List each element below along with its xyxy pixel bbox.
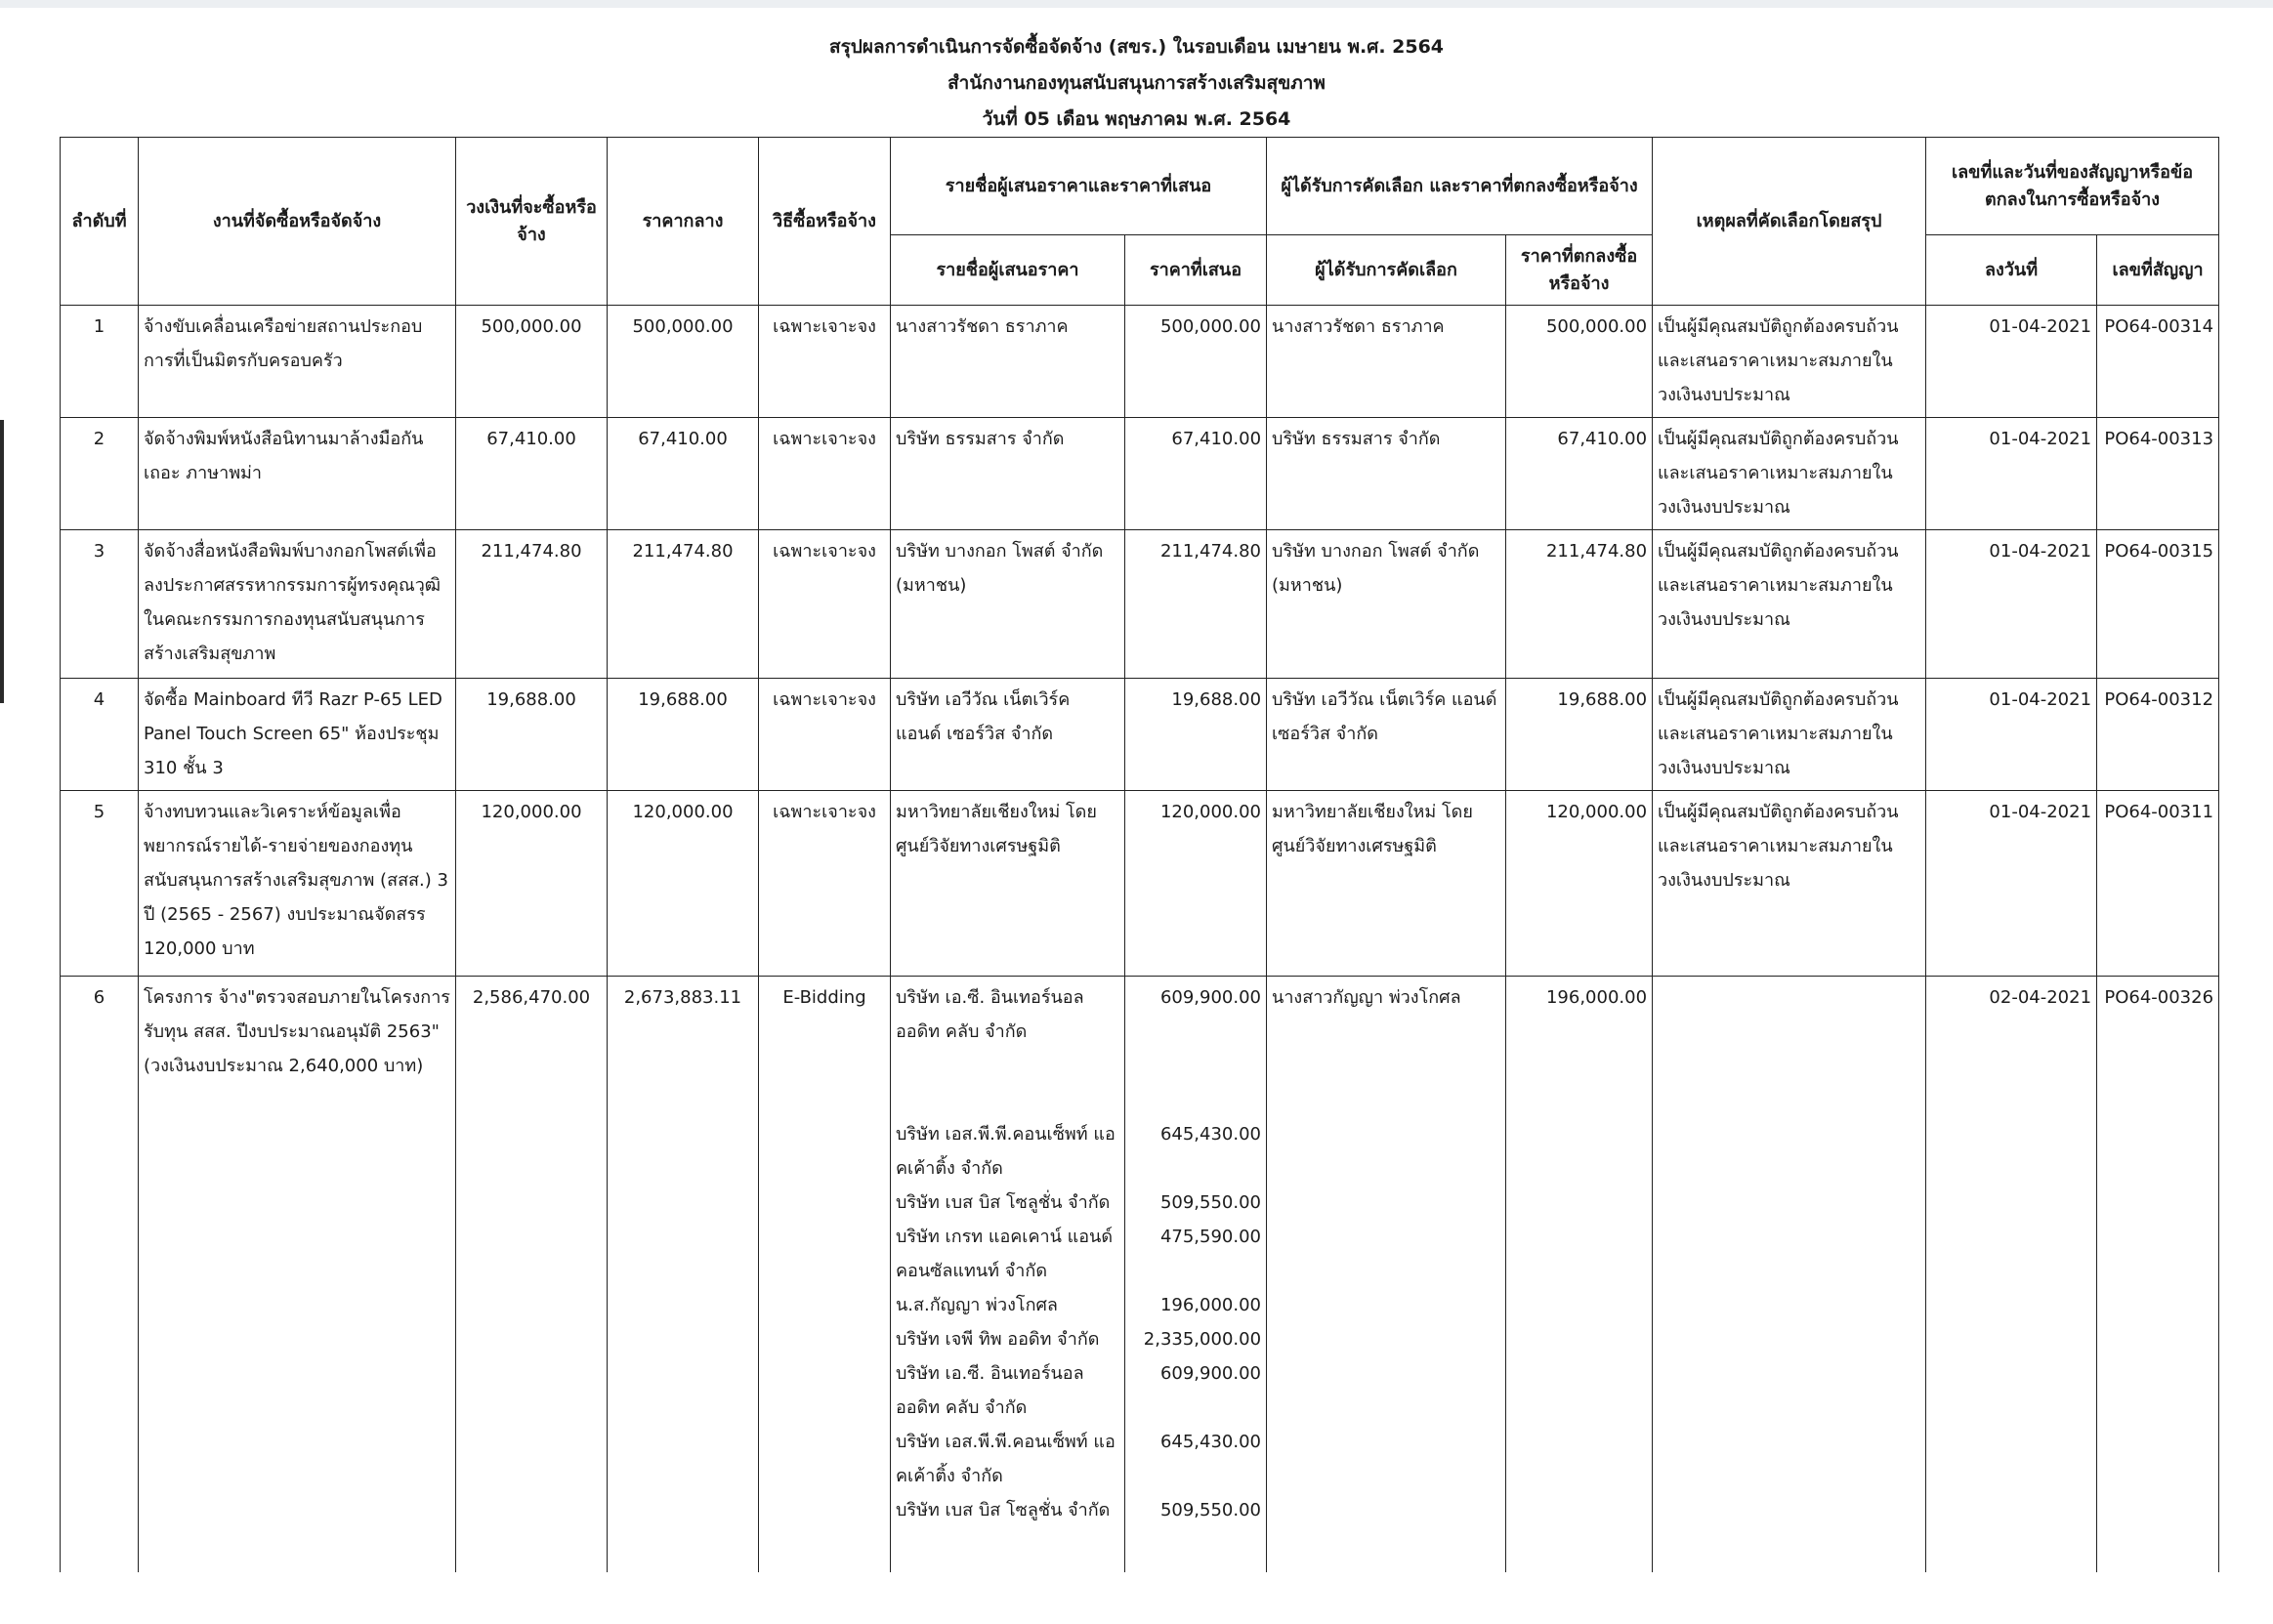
table-row bbox=[61, 977, 2219, 1572]
row-budget: 120,000.00 bbox=[456, 791, 608, 977]
row-agreed: 67,410.00 bbox=[1506, 418, 1653, 530]
row-contract: PO64-00313 bbox=[2097, 418, 2219, 530]
document-header bbox=[0, 29, 2273, 138]
row-bidder-list bbox=[891, 977, 1125, 1572]
row-reason: เป็นผู้มีคุณสมบัติถูกต้องครบถ้วนและเสนอราคาเหมาะสมภายในวงเงินงบประมาณ bbox=[1653, 679, 1926, 791]
row-no: 3 bbox=[61, 530, 139, 679]
table-row bbox=[61, 791, 2219, 977]
bidder-name: บริษัท เกรท แอคเคาน์ แอนด์ คอนซัลแทนท์ จำกัด bbox=[896, 1227, 1114, 1281]
row-median: 2,673,883.11 bbox=[608, 977, 759, 1572]
row-budget: 211,474.80 bbox=[456, 530, 608, 679]
row-winner: บริษัท บางกอก โพสต์ จำกัด (มหาชน) bbox=[1267, 530, 1506, 679]
row-agreed: 196,000.00 bbox=[1506, 977, 1653, 1572]
row-contract: PO64-00312 bbox=[2097, 679, 2219, 791]
row-contract: PO64-00314 bbox=[2097, 306, 2219, 418]
bid-price: 609,900.00 bbox=[1159, 987, 1262, 1008]
table-row bbox=[61, 679, 2219, 791]
row-date: 01-04-2021 bbox=[1926, 306, 2097, 418]
col-header-no: ลำดับที่ bbox=[61, 138, 139, 306]
row-contract: PO64-00326 bbox=[2097, 977, 2219, 1572]
row-method: เฉพาะเจาะจง bbox=[759, 306, 891, 418]
row-date: 01-04-2021 bbox=[1926, 791, 2097, 977]
row-method: เฉพาะเจาะจง bbox=[759, 791, 891, 977]
col-header-bidders-group: รายชื่อผู้เสนอราคาและราคาที่เสนอ bbox=[891, 138, 1267, 235]
bid-price: 645,430.00 bbox=[1159, 1124, 1262, 1145]
bidder-name: บริษัท เอ.ซี. อินเทอร์นอล ออดิท คลับ จำกัด bbox=[896, 1363, 1084, 1418]
row-reason: เป็นผู้มีคุณสมบัติถูกต้องครบถ้วนและเสนอราคาเหมาะสมภายในวงเงินงบประมาณ bbox=[1653, 418, 1926, 530]
bid-price: 2,335,000.00 bbox=[1143, 1329, 1262, 1350]
col-header-agreed-price: ราคาที่ตกลงซื้อหรือจ้าง bbox=[1506, 235, 1653, 306]
row-task: โครงการ จ้าง"ตรวจสอบภายในโครงการรับทุน สสส. ปีงบประมาณอนุมัติ 2563" (วงเงินงบประมาณ 2,640,000 บาท) bbox=[139, 977, 456, 1572]
bidder-name: บริษัท เบส บิส โซลูชั่น จำกัด bbox=[896, 1500, 1111, 1520]
col-header-winner-group: ผู้ได้รับการคัดเลือก และราคาที่ตกลงซื้อหรือจ้าง bbox=[1267, 138, 1653, 235]
row-reason: เป็นผู้มีคุณสมบัติถูกต้องครบถ้วนและเสนอราคาเหมาะสมภายในวงเงินงบประมาณ bbox=[1653, 791, 1926, 977]
table-row bbox=[61, 418, 2219, 530]
row-method: เฉพาะเจาะจง bbox=[759, 679, 891, 791]
row-task: จ้างทบทวนและวิเคราะห์ข้อมูลเพื่อพยากรณ์รายได้-รายจ่ายของกองทุนสนับสนุนการสร้างเสริมสุขภาพ (สสส.) 3 ปี (2565 - 2567) งบประมาณจัดสรร 120,000 บาท bbox=[139, 791, 456, 977]
bidder-name: บริษัท เอส.พี.พี.คอนเซ็พท์ แอคเค้าติ้ง จำกัด bbox=[896, 1432, 1115, 1486]
row-bidder: บริษัท บางกอก โพสต์ จำกัด (มหาชน) bbox=[891, 530, 1125, 679]
row-median: 19,688.00 bbox=[608, 679, 759, 791]
col-header-median: ราคากลาง bbox=[608, 138, 759, 306]
row-reason: เป็นผู้มีคุณสมบัติถูกต้องครบถ้วนและเสนอราคาเหมาะสมภายในวงเงินงบประมาณ bbox=[1653, 306, 1926, 418]
row-task: จ้างขับเคลื่อนเครือข่ายสถานประกอบการที่เป็นมิตรกับครอบครัว bbox=[139, 306, 456, 418]
row-agreed: 211,474.80 bbox=[1506, 530, 1653, 679]
agency-name: สำนักงานกองทุนสนับสนุนการสร้างเสริมสุขภาพ bbox=[947, 72, 1326, 94]
row-winner: บริษัท ธรรมสาร จำกัด bbox=[1267, 418, 1506, 530]
bidder-name: บริษัท เอ.ซี. อินเทอร์นอล ออดิท คลับ จำกัด bbox=[896, 987, 1084, 1042]
row-reason: เป็นผู้มีคุณสมบัติถูกต้องครบถ้วนและเสนอราคาเหมาะสมภายในวงเงินงบประมาณ bbox=[1653, 530, 1926, 679]
col-header-bid-price: ราคาที่เสนอ bbox=[1125, 235, 1267, 306]
bid-price: 475,590.00 bbox=[1159, 1227, 1262, 1247]
row-agreed: 19,688.00 bbox=[1506, 679, 1653, 791]
row-task: จัดจ้างสื่อหนังสือพิมพ์บางกอกโพสต์เพื่อลงประกาศสรรหากรรมการผู้ทรงคุณวุฒิ ในคณะกรรมการกองทุนสนับสนุนการสร้างเสริมสุขภาพ bbox=[139, 530, 456, 679]
bid-price: 509,550.00 bbox=[1159, 1192, 1262, 1213]
row-median: 211,474.80 bbox=[608, 530, 759, 679]
table-row bbox=[61, 306, 2219, 418]
row-budget: 500,000.00 bbox=[456, 306, 608, 418]
row-method: เฉพาะเจาะจง bbox=[759, 418, 891, 530]
row-budget: 2,586,470.00 bbox=[456, 977, 608, 1572]
row-bid: 120,000.00 bbox=[1125, 791, 1267, 977]
scan-edge-top bbox=[0, 0, 2273, 8]
col-header-contract-date: ลงวันที่ bbox=[1926, 235, 2097, 306]
bidder-name: บริษัท เจพี ทิพ ออดิท จำกัด bbox=[896, 1329, 1100, 1350]
row-task: จัดจ้างพิมพ์หนังสือนิทานมาล้างมือกันเถอะ ภาษาพม่า bbox=[139, 418, 456, 530]
col-header-bidder-name: รายชื่อผู้เสนอราคา bbox=[891, 235, 1125, 306]
row-contract: PO64-00311 bbox=[2097, 791, 2219, 977]
bidder-name: บริษัท เอส.พี.พี.คอนเซ็พท์ แอคเค้าติ้ง จำกัด bbox=[896, 1124, 1115, 1179]
row-bid: 67,410.00 bbox=[1125, 418, 1267, 530]
row-median: 67,410.00 bbox=[608, 418, 759, 530]
row-agreed: 120,000.00 bbox=[1506, 791, 1653, 977]
row-date: 02-04-2021 bbox=[1926, 977, 2097, 1572]
row-date: 01-04-2021 bbox=[1926, 679, 2097, 791]
row-bid: 500,000.00 bbox=[1125, 306, 1267, 418]
row-method: เฉพาะเจาะจง bbox=[759, 530, 891, 679]
row-method: E-Bidding bbox=[759, 977, 891, 1572]
row-bid-list bbox=[1125, 977, 1267, 1572]
col-header-contract-no: เลขที่สัญญา bbox=[2097, 235, 2219, 306]
scan-edge-left bbox=[0, 420, 4, 703]
report-date: วันที่ 05 เดือน พฤษภาคม พ.ศ. 2564 bbox=[982, 108, 1291, 130]
row-task: จัดซื้อ Mainboard ทีวี Razr P-65 LED Panel Touch Screen 65" ห้องประชุม 310 ชั้น 3 bbox=[139, 679, 456, 791]
row-winner: มหาวิทยาลัยเชียงใหม่ โดยศูนย์วิจัยทางเศรษฐมิติ bbox=[1267, 791, 1506, 977]
row-date: 01-04-2021 bbox=[1926, 530, 2097, 679]
row-median: 500,000.00 bbox=[608, 306, 759, 418]
row-no: 5 bbox=[61, 791, 139, 977]
bid-price: 609,900.00 bbox=[1159, 1363, 1262, 1384]
col-header-task: งานที่จัดซื้อหรือจัดจ้าง bbox=[139, 138, 456, 306]
bidder-name: บริษัท เบส บิส โซลูชั่น จำกัด bbox=[896, 1192, 1111, 1213]
report-title: สรุปผลการดำเนินการจัดซื้อจัดจ้าง (สขร.) ในรอบเดือน เมษายน พ.ศ. 2564 bbox=[828, 36, 1445, 58]
row-no: 2 bbox=[61, 418, 139, 530]
row-date: 01-04-2021 bbox=[1926, 418, 2097, 530]
row-bidder: บริษัท เอวีวัณ เน็ตเวิร์ค แอนด์ เซอร์วิส จำกัด bbox=[891, 679, 1125, 791]
procurement-table bbox=[60, 137, 2219, 1572]
table-row bbox=[61, 530, 2219, 679]
row-winner: นางสาวรัชดา ธราภาค bbox=[1267, 306, 1506, 418]
row-budget: 19,688.00 bbox=[456, 679, 608, 791]
col-header-winner-name: ผู้ได้รับการคัดเลือก bbox=[1267, 235, 1506, 306]
row-median: 120,000.00 bbox=[608, 791, 759, 977]
row-no: 4 bbox=[61, 679, 139, 791]
col-header-contract-group: เลขที่และวันที่ของสัญญาหรือข้อตกลงในการซื้อหรือจ้าง bbox=[1926, 138, 2219, 235]
row-reason bbox=[1653, 977, 1926, 1572]
row-bidder: บริษัท ธรรมสาร จำกัด bbox=[891, 418, 1125, 530]
row-winner: นางสาวกัญญา พ่วงโกศล bbox=[1267, 977, 1506, 1572]
row-contract: PO64-00315 bbox=[2097, 530, 2219, 679]
row-winner: บริษัท เอวีวัณ เน็ตเวิร์ค แอนด์ เซอร์วิส จำกัด bbox=[1267, 679, 1506, 791]
row-bid: 19,688.00 bbox=[1125, 679, 1267, 791]
bid-price: 509,550.00 bbox=[1159, 1500, 1262, 1520]
row-no: 1 bbox=[61, 306, 139, 418]
col-header-reason: เหตุผลที่คัดเลือกโดยสรุป bbox=[1653, 138, 1926, 306]
bidder-name: น.ส.กัญญา พ่วงโกศล bbox=[896, 1295, 1058, 1315]
bid-price: 645,430.00 bbox=[1159, 1432, 1262, 1452]
row-no: 6 bbox=[61, 977, 139, 1572]
row-bidder: นางสาวรัชดา ธราภาค bbox=[891, 306, 1125, 418]
row-budget: 67,410.00 bbox=[456, 418, 608, 530]
row-bidder: มหาวิทยาลัยเชียงใหม่ โดยศูนย์วิจัยทางเศรษฐมิติ bbox=[891, 791, 1125, 977]
bid-price: 196,000.00 bbox=[1159, 1295, 1262, 1315]
row-agreed: 500,000.00 bbox=[1506, 306, 1653, 418]
col-header-method: วิธีซื้อหรือจ้าง bbox=[759, 138, 891, 306]
row-bid: 211,474.80 bbox=[1125, 530, 1267, 679]
col-header-budget: วงเงินที่จะซื้อหรือจ้าง bbox=[456, 138, 608, 306]
